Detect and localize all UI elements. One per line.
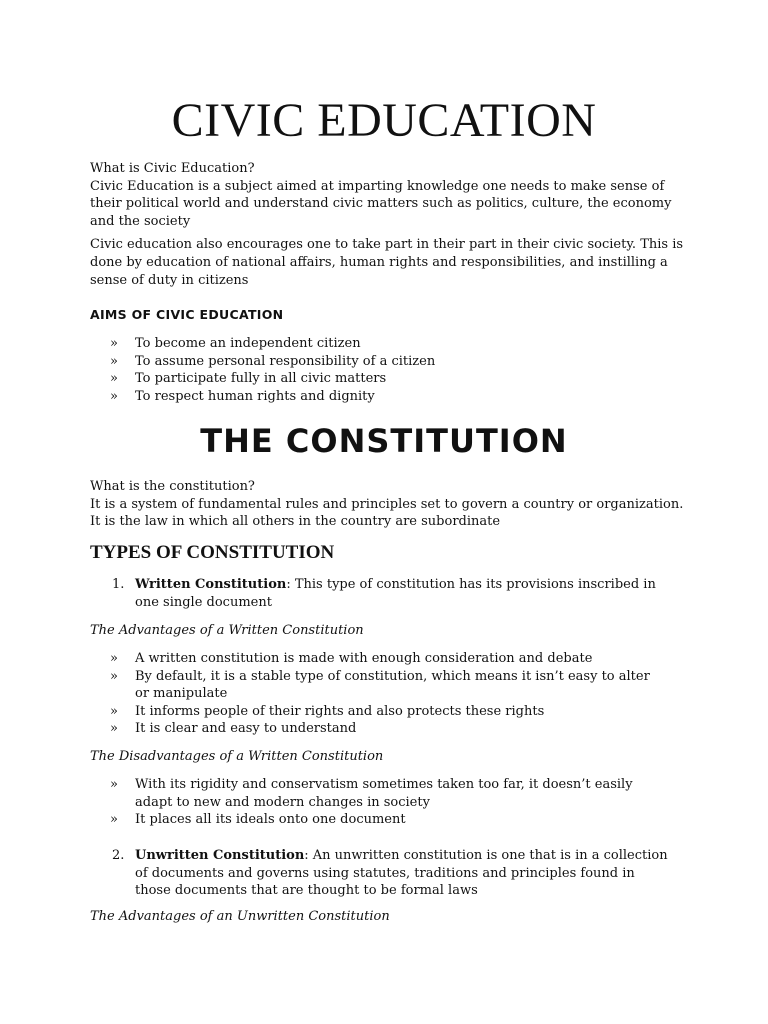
unwritten-advantages-heading: The Advantages of an Unwritten Constitution [90, 909, 390, 924]
unwritten-constitution-item [90, 847, 670, 900]
list-item: » To assume personal responsibility of a citizen [110, 353, 436, 369]
intro-question: What is Civic Education? [90, 161, 255, 176]
term-unwritten: Unwritten Constitution [135, 848, 305, 863]
written-advantages-heading: The Advantages of a Written Constitution [90, 623, 364, 638]
intro-section [90, 160, 690, 289]
constitution-section [90, 478, 690, 531]
unwritten-description: : An unwritten constitution is one that is in a collection of documents and governs using statutes, traditions and principles found in those documents that are thought to be formal laws [135, 848, 668, 899]
list-item: » It places all its ideals onto one document [110, 812, 406, 828]
item-number: 1. [112, 577, 125, 592]
written-disadvantages-list [90, 776, 650, 829]
constitution-heading: THE CONSTITUTION [200, 422, 568, 460]
bullet-marker: » [110, 353, 118, 369]
bullet-marker: » [110, 721, 118, 737]
intro-paragraph-2: Civic education also encourages one to take part in their part in their civic society. This is done by education of national affairs, human rights and responsibilities, and instilling a sense of duty in citizens [90, 237, 684, 288]
list-item: » To participate fully in all civic matters [110, 371, 387, 387]
intro-paragraph-1: Civic Education is a subject aimed at imparting knowledge one needs to make sense of their political world and understand civic matters such as politics, culture, the economy and the society [90, 178, 672, 229]
term-written: Written Constitution [135, 577, 287, 592]
written-constitution-item [90, 576, 670, 611]
bullet-marker: » [110, 703, 118, 719]
types-heading: TYPES OF CONSTITUTION [90, 542, 335, 563]
list-item: » To become an independent citizen [110, 336, 361, 351]
item-number: 2. [112, 848, 125, 863]
constitution-definition: It is a system of fundamental rules and principles set to govern a country or organization. It is the law in which all others in the country are subordinate [90, 496, 684, 530]
document-title: CIVIC EDUCATION [171, 94, 597, 147]
list-item: » A written constitution is made with enough consideration and debate [110, 651, 593, 666]
bullet-marker: » [110, 777, 118, 792]
bullet-marker: » [110, 812, 118, 828]
written-advantages-list [90, 650, 650, 738]
bullet-marker: » [110, 371, 118, 387]
aims-list [90, 335, 650, 405]
list-item: » To respect human rights and dignity [110, 388, 375, 404]
bullet-marker: » [110, 668, 118, 684]
list-item: » With its rigidity and conservatism sometimes taken too far, it doesn’t easily adapt to new and modern changes in society [110, 777, 633, 810]
bullet-marker: » [110, 388, 118, 404]
constitution-question: What is the constitution? [90, 479, 255, 494]
written-description: : This type of constitution has its provisions inscribed in one single document [135, 577, 656, 610]
bullet-marker: » [110, 651, 118, 666]
list-item: » It informs people of their rights and also protects these rights [110, 703, 545, 719]
list-item: » By default, it is a stable type of constitution, which means it isn’t easy to alter or manipulate [110, 668, 650, 702]
bullet-marker: » [110, 336, 118, 351]
written-disadvantages-heading: The Disadvantages of a Written Constitution [90, 749, 384, 764]
aims-heading: AIMS OF CIVIC EDUCATION [90, 307, 284, 322]
list-item: » It is clear and easy to understand [110, 721, 357, 737]
